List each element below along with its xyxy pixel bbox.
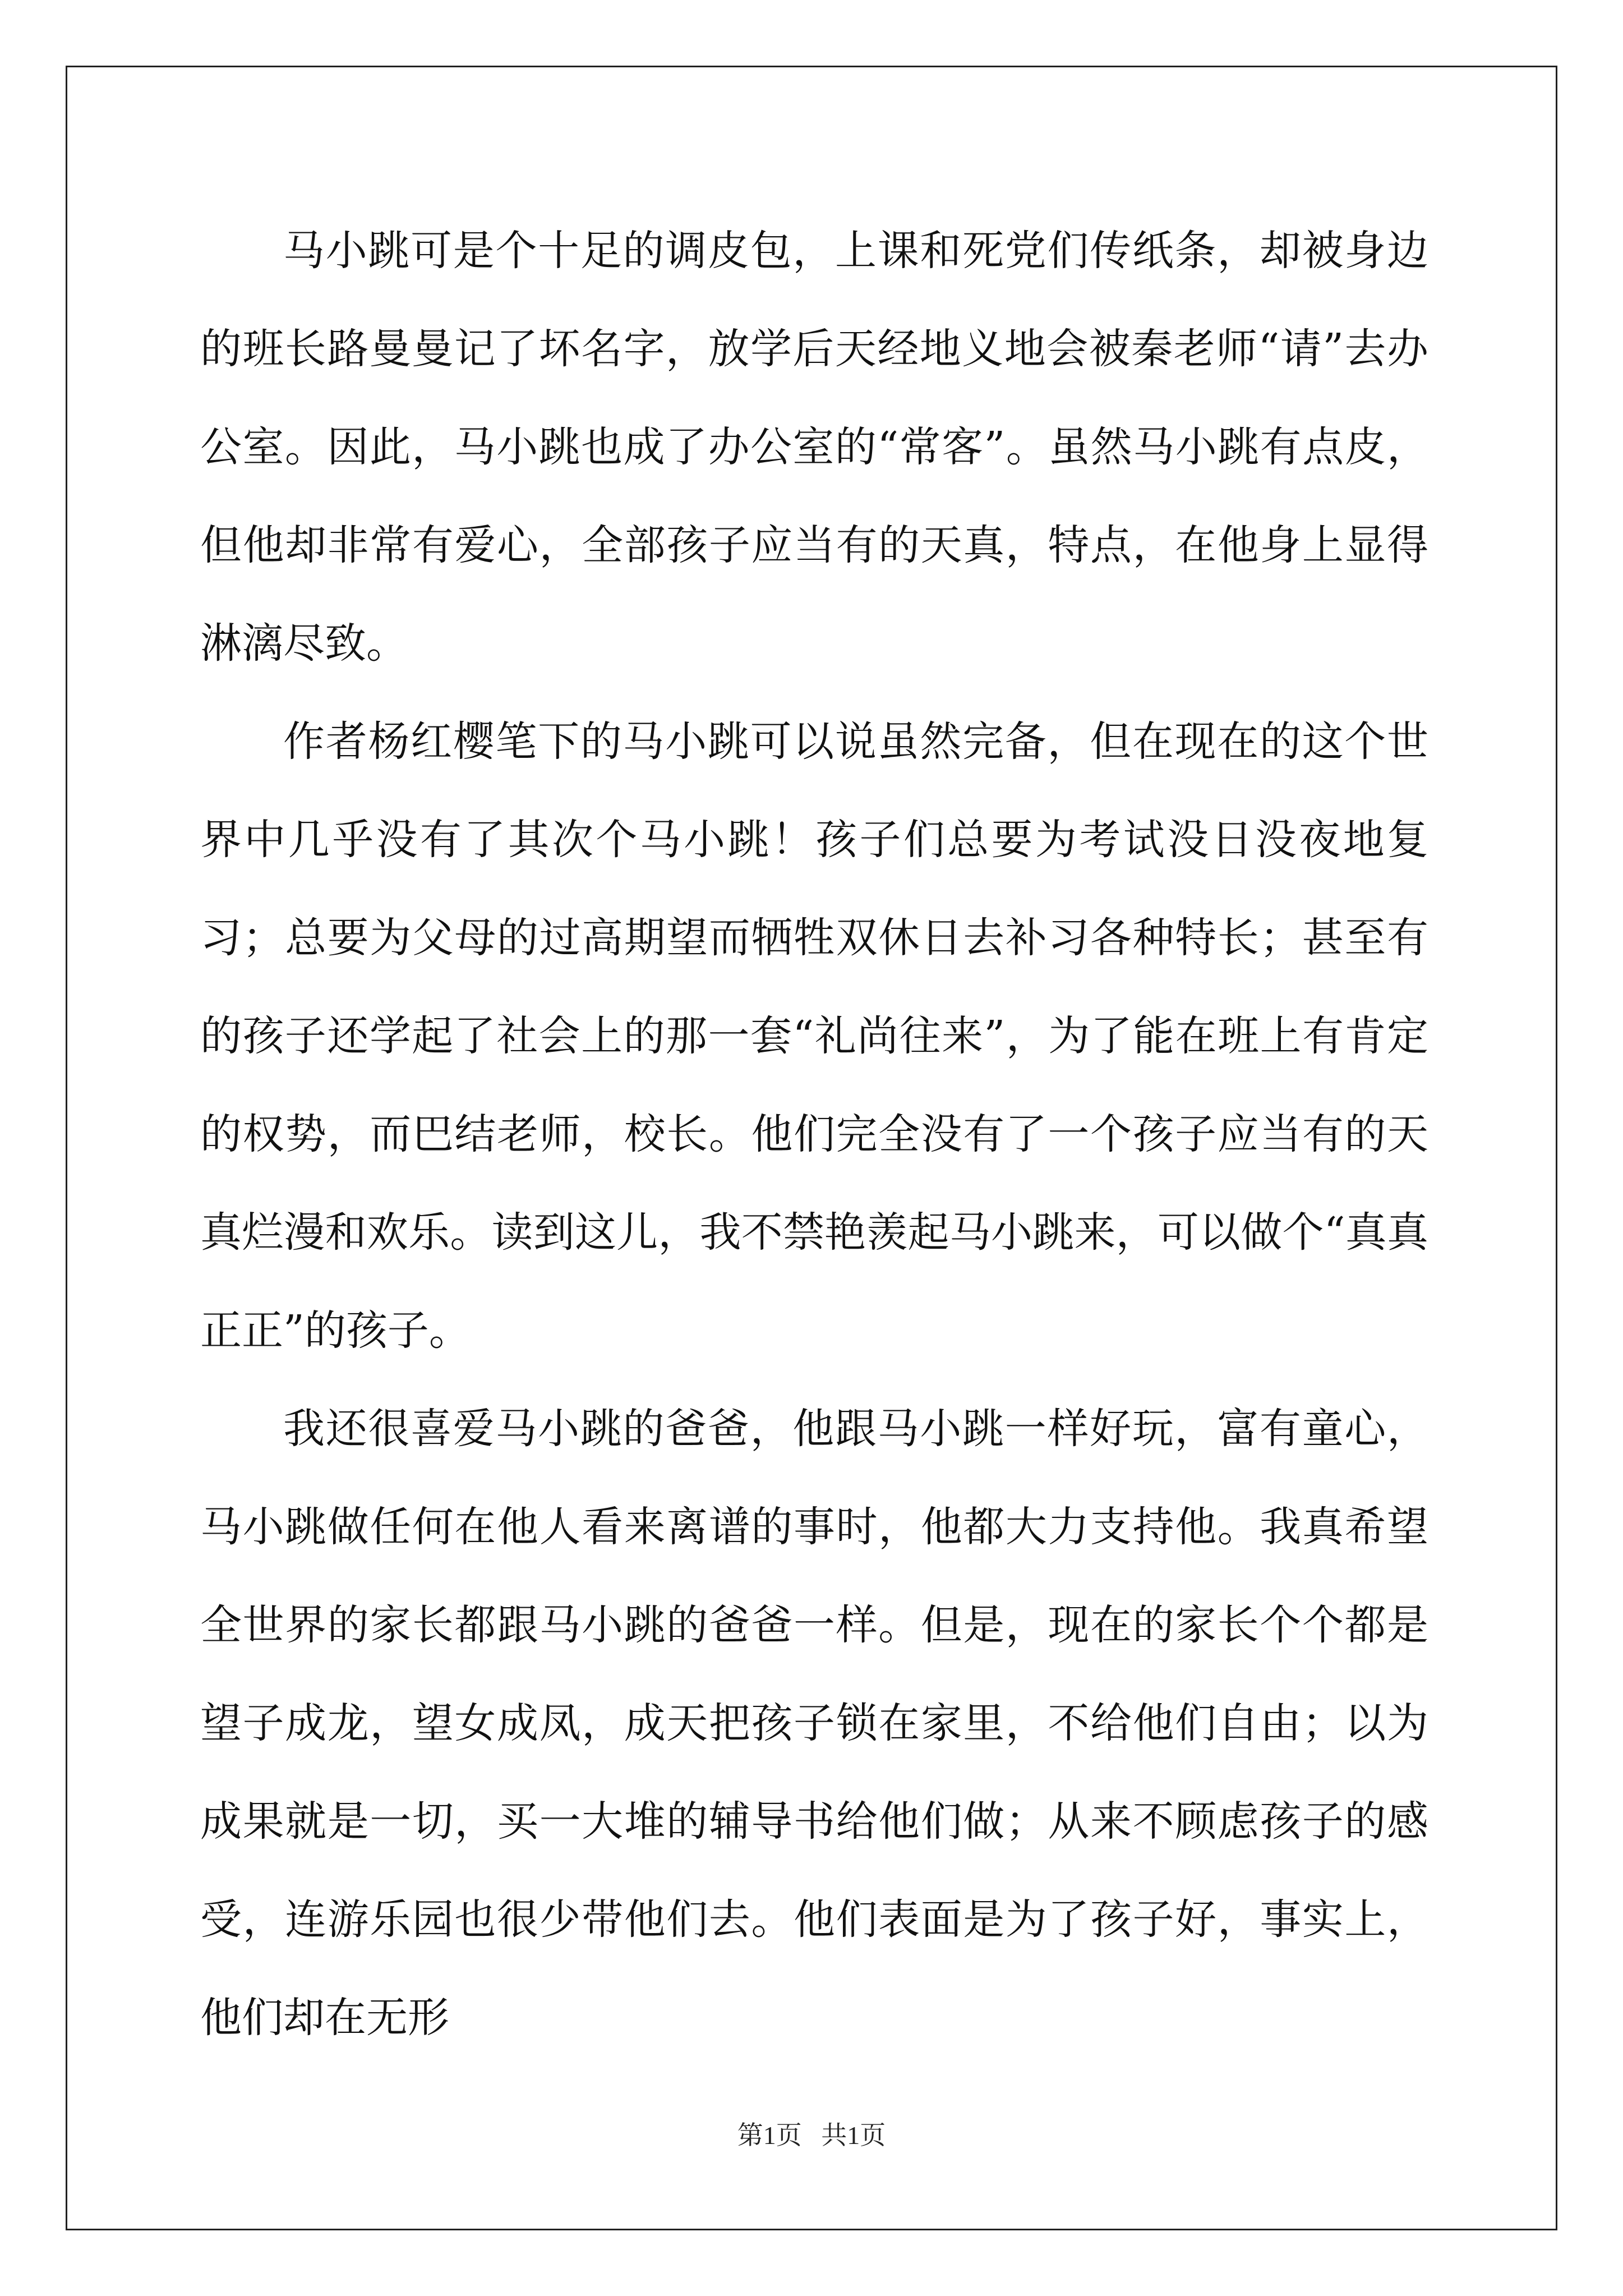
page-footer	[0, 2115, 1623, 2152]
document-body	[200, 202, 1428, 2067]
paragraph-3: 我还很喜爱马小跳的爸爸，他跟马小跳一样好玩，富有童心，马小跳做任何在他人看来离谱的事时，他都大力支持他。我真希望全世界的家长都跟马小跳的爸爸一样。但是，现在的家长个个都是望子成龙，望女成凤，成天把孩子锁在家里，不给他们自由；以为成果就是一切，买一大堆的辅导书给他们做；从来不顾虑孩子的感受，连游乐园也很少带他们去。他们表面是为了孩子好，事实上，他们却在无形	[200, 1405, 1428, 2042]
paragraph-1: 马小跳可是个十足的调皮包，上课和死党们传纸条，却被身边的班长路曼曼记了坏名字，放学后天经地义地会被秦老师“请”去办公室。因此，马小跳也成了办公室的“常客”。虽然马小跳有点皮，但他却非常有爱心，全部孩子应当有的天真，特点，在他身上显得淋漓尽致。	[200, 227, 1428, 668]
paragraph-2: 作者杨红樱笔下的马小跳可以说虽然完备，但在现在的这个世界中几乎没有了其次个马小跳！孩子们总要为考试没日没夜地复习；总要为父母的过高期望而牺牲双休日去补习各种特长；甚至有的孩子还学起了社会上的那一套“礼尚往来”，为了能在班上有肯定的权势，而巴结老师，校长。他们完全没有了一个孩子应当有的天真烂漫和欢乐。读到这儿，我不禁艳羡起马小跳来，可以做个“真真正正”的孩子。	[200, 717, 1428, 1355]
page-number: 第1页 共1页	[737, 2121, 886, 2150]
